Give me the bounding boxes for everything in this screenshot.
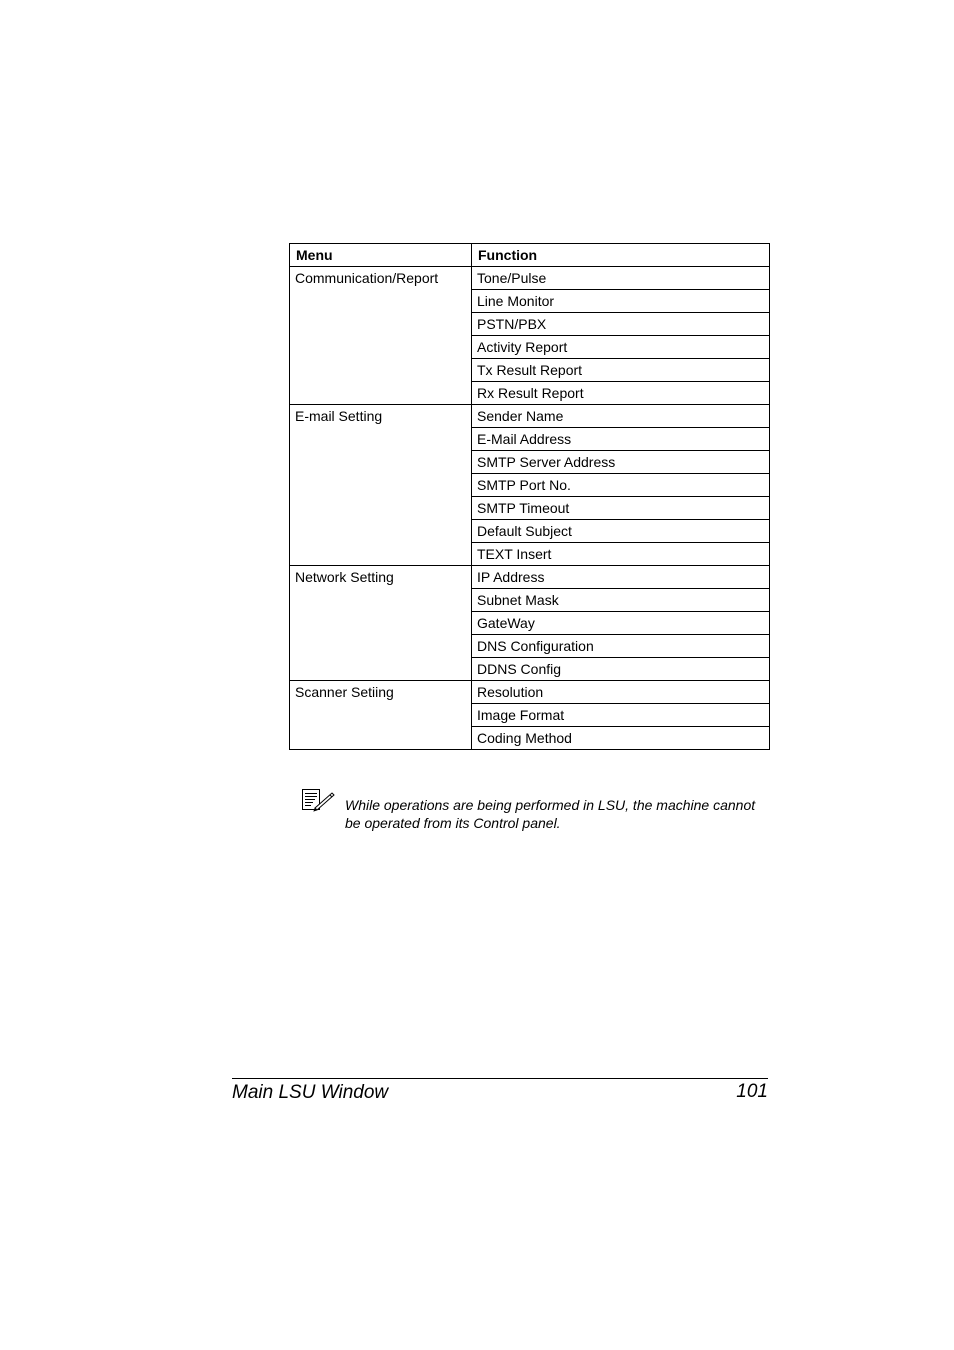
table-row [290,405,770,428]
function-cell: SMTP Server Address [472,451,770,474]
function-cell: Rx Result Report [472,382,770,405]
menu-cell: Communication/Report [290,267,472,405]
function-cell: TEXT Insert [472,543,770,566]
page-number: 101 [736,1081,768,1102]
function-cell: SMTP Port No. [472,474,770,497]
function-cell: Tx Result Report [472,359,770,382]
header-menu: Menu [290,244,472,267]
function-cell: Subnet Mask [472,589,770,612]
function-cell: Sender Name [472,405,770,428]
function-cell: Coding Method [472,727,770,750]
footer-title: Main LSU Window [232,1082,389,1103]
table-row [290,267,770,290]
table-row [290,566,770,589]
function-cell: GateWay [472,612,770,635]
function-cell: Tone/Pulse [472,267,770,290]
function-cell: Image Format [472,704,770,727]
function-cell: IP Address [472,566,770,589]
menu-cell: Scanner Setiing [290,681,472,750]
table-row [290,681,770,704]
function-cell: Line Monitor [472,290,770,313]
function-cell: Default Subject [472,520,770,543]
function-cell: E-Mail Address [472,428,770,451]
menu-cell: Network Setting [290,566,472,681]
function-cell: DDNS Config [472,658,770,681]
table-body [290,267,770,750]
note-pencil-icon [301,788,335,812]
function-cell: DNS Configuration [472,635,770,658]
function-cell: Activity Report [472,336,770,359]
menu-function-table [289,243,770,750]
menu-cell: E-mail Setting [290,405,472,566]
function-cell: PSTN/PBX [472,313,770,336]
function-cell: SMTP Timeout [472,497,770,520]
table-header-row [290,244,770,267]
footer-divider [232,1078,768,1079]
function-cell: Resolution [472,681,770,704]
header-function: Function [472,244,770,267]
note-text: While operations are being performed in LSU, the machine cannot be operated from its Control panel. [345,797,756,831]
